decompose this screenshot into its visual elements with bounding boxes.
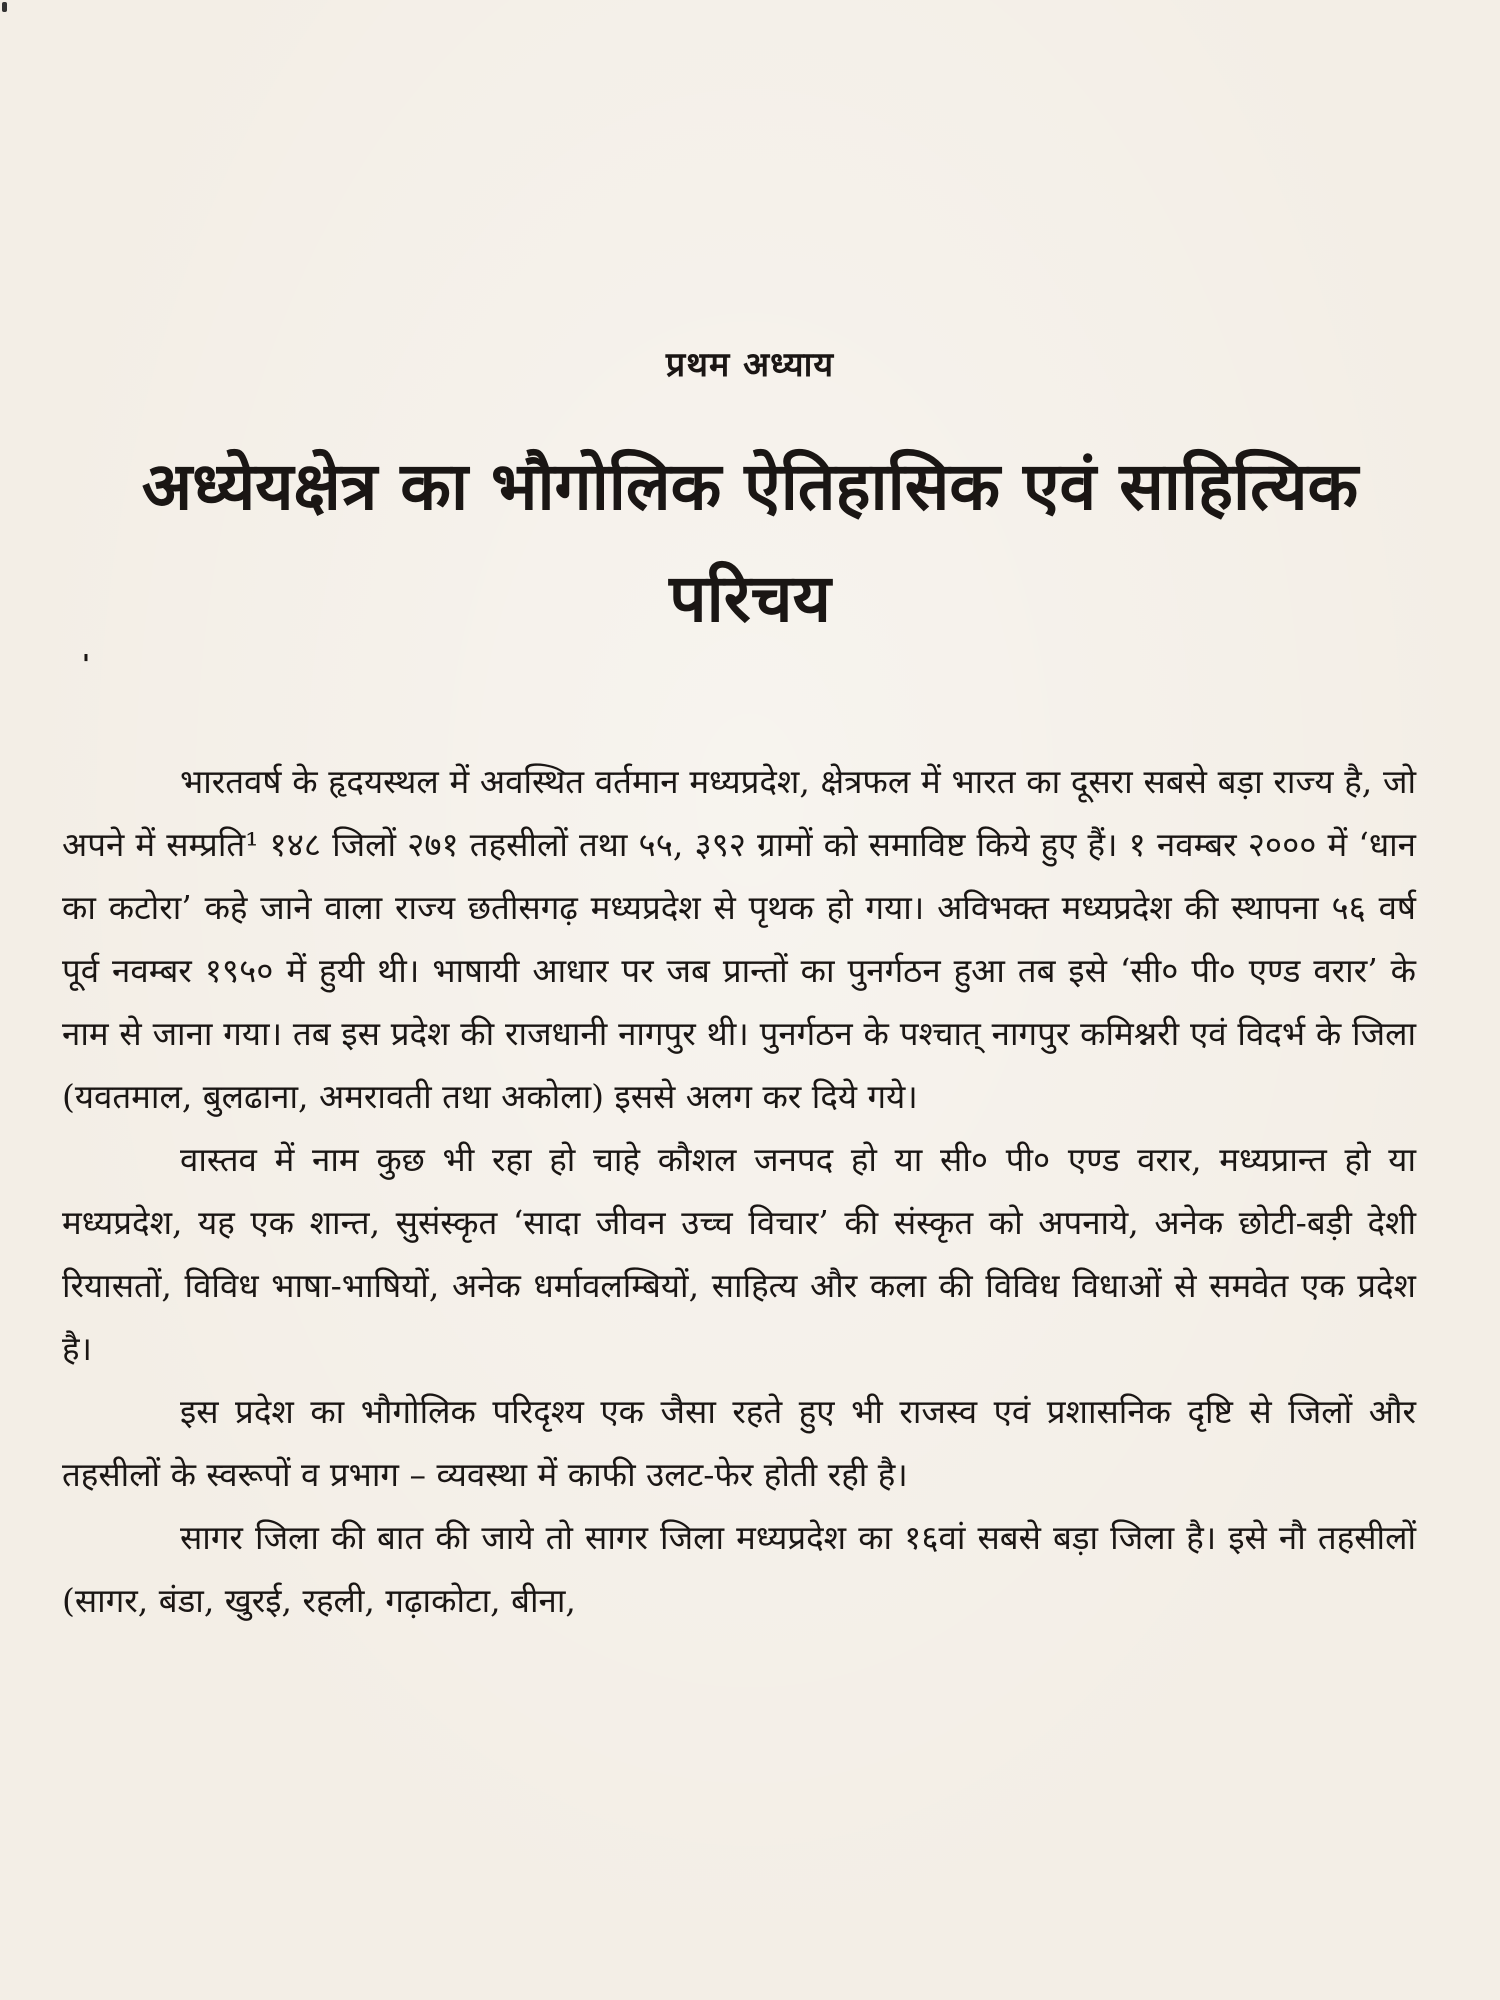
stray-mark: ' — [82, 650, 90, 680]
paragraph-3: इस प्रदेश का भौगोलिक परिदृश्य एक जैसा रहते हुए भी राजस्व एवं प्रशासनिक दृष्टि से जिलों और तहसीलों के स्वरूपों व प्रभाग – व्यवस्था में काफी उलट-फेर होती रही है। — [62, 1392, 1416, 1494]
paragraph-2: वास्तव में नाम कुछ भी रहा हो चाहे कौशल जनपद हो या सी० पी० एण्ड वरार, मध्यप्रान्त हो या मध्यप्रदेश, यह एक शान्त, सुसंस्कृत ‘सादा जीवन उच्च विचार’ की संस्कृत को अपनाये, अनेक छोटी-बड़ी देशी रियासतों, विविध भाषा-भाषियों, अनेक धर्मावलम्बियों, साहित्य और कला की विविध विधाओं से समवेत एक प्रदेश है। — [62, 1140, 1416, 1368]
page-corner-mark — [2, 2, 7, 12]
chapter-label: प्रथम अध्याय — [665, 345, 835, 385]
paragraph-4: सागर जिला की बात की जाये तो सागर जिला मध्यप्रदेश का १६वां सबसे बड़ा जिला है। इसे नौ तहसीलों (सागर, बंडा, खुरई, रहली, गढ़ाकोटा, बीना, — [62, 1518, 1416, 1620]
chapter-title: अध्येयक्षेत्र का भौगोलिक ऐतिहासिक एवं साहित्यिक परिचय — [141, 447, 1359, 637]
paragraph-1: भारतवर्ष के हृदयस्थल में अवस्थित वर्तमान मध्यप्रदेश, क्षेत्रफल में भारत का दूसरा सबसे बड़ा राज्य है, जो अपने में सम्प्रति¹ १४८ जिलों २७१ तहसीलों तथा ५५, ३९२ ग्रामों को समाविष्ट किये हुए हैं। १ नवम्बर २००० में ‘धान का कटोरा’ कहे जाने वाला राज्य छतीसगढ़ मध्यप्रदेश से पृथक हो गया। अविभक्त मध्यप्रदेश की स्थापना ५६ वर्ष पूर्व नवम्बर १९५० में हुयी थी। भाषायी आधार पर जब प्रान्तों का पुनर्गठन हुआ तब इसे ‘सी० पी० एण्ड वरार’ के नाम से जाना गया। तब इस प्रदेश की राजधानी नागपुर थी। पुनर्गठन के पश्चात् नागपुर कमिश्नरी एवं विदर्भ के जिला (यवतमाल, बुलढाना, अमरावती तथा अकोला) इससे अलग कर दिये गये। — [62, 762, 1416, 1116]
body-text — [62, 750, 1416, 1632]
